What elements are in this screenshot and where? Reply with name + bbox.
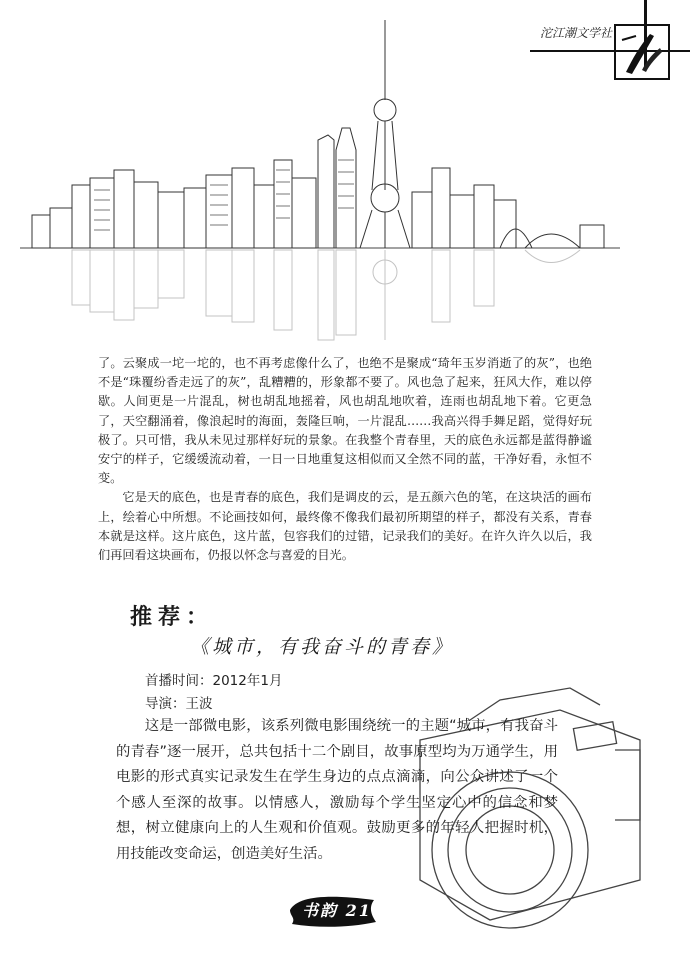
- recommendation-title: 《城市，有我奋斗的青春》: [190, 636, 455, 658]
- recommendation-description: [116, 714, 558, 867]
- article-paragraph: 它是天的底色，也是青春的底色，我们是调皮的云，是五颜六色的笔，在这块活的画布上，绘着心中所想。不论画技如何，最终像不像我们最初所期望的样子，都没有关系，青春本就是这样。这片底色，这片蓝，包容我们的过错，记录我们的美好。在许久许久以后，我们再回看这块画布，仍报以怀念与喜爱的目光。: [98, 490, 592, 563]
- recommendation-label: 推荐：: [130, 604, 215, 630]
- director: 导演：王波: [145, 696, 213, 712]
- masthead-title: 沱江潮文学社: [540, 26, 613, 40]
- city-skyline-reflection-icon: [20, 10, 620, 350]
- page-badge-text: 书韵 21: [302, 901, 372, 920]
- description-paragraph: 这是一部微电影，该系列微电影围绕统一的主题“城市，有我奋斗的青春”逐一展开，总共包括十二个剧目，故事原型均为万通学生，用电影的形式真实记录发生在学生身边的点点滴滴，向公众讲述了一个个感人至深的故事。以情感人，激励每个学生坚定心中的信念和梦想，树立健康向上的人生观和价值观。鼓励更多的年轻人把握时机，用技能改变命运，创造美好生活。: [116, 718, 558, 862]
- brush-square-icon: [614, 24, 670, 80]
- article-paragraph: 了。云聚成一坨一坨的，也不再考虑像什么了，也绝不是聚成“琦年玉岁消逝了的灰”，也绝不是“珠覆纷香走远了的灰”，乱糟糟的，形象都不要了。风也急了起来，狂风大作，难以停歇。人间更是一片混乱，树也胡乱地摇着，风也胡乱地吹着，连雨也胡乱地下着。它更急了，天空翻涌着，像浪起时的海面，轰隆巨响，一片混乱……我高兴得手舞足蹈，觉得好玩极了。只可惜，我从未见过那样好玩的景象。在我整个青春里，天的底色永远都是蓝得静谧安宁的样子，它缓缓流动着，一日一日地重复这相似而又全然不同的蓝，干净好看，永恒不变。: [98, 356, 592, 486]
- premiere-date: 首播时间：2012年1月: [145, 673, 283, 689]
- article-body: [98, 354, 592, 565]
